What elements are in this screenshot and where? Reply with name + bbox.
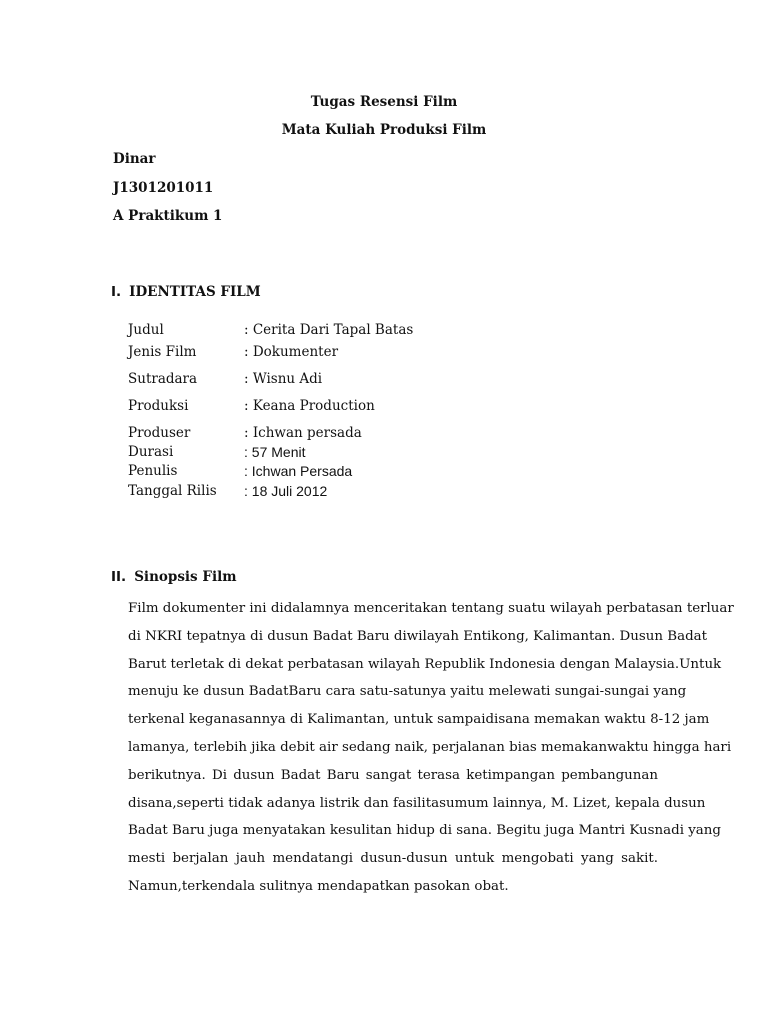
synopsis-line: disana,seperti tidak adanya listrik dan fasilitasumum lainnya, M. Lizet, kepala dusun: [128, 795, 706, 811]
section-2-title: Sinopsis Film: [134, 569, 237, 585]
student-class: A Praktikum 1: [113, 208, 223, 224]
synopsis-line: Namun,terkendala sulitnya mendapatkan pasokan obat.: [128, 878, 509, 894]
row-value-tanggal-rilis: : 18 Juli 2012: [244, 483, 328, 499]
row-value-judul: : Cerita Dari Tapal Batas: [244, 322, 414, 338]
synopsis-text: [128, 595, 734, 901]
document-title: Tugas Resensi Film: [310, 94, 458, 110]
synopsis-line: Film dokumenter ini didalamnya menceritakan tentang suatu wilayah perbatasan terluar: [128, 601, 734, 616]
row-value-produksi: : Keana Production: [244, 398, 375, 414]
section-2-number: II.: [111, 569, 127, 585]
row-label-tanggal-rilis: Tanggal Rilis: [128, 483, 217, 499]
document-subtitle: Mata Kuliah Produksi Film: [281, 122, 487, 138]
student-id: J1301201011: [113, 180, 214, 196]
section-1-number: I.: [111, 284, 122, 300]
row-value-jenis-film: : Dokumenter: [244, 344, 339, 360]
row-value-penulis: : Ichwan Persada: [244, 463, 353, 479]
synopsis-line: berikutnya. Di dusun Badat Baru sangat terasa ketimpangan pembangunan: [128, 767, 658, 783]
row-value-sutradara: : Wisnu Adi: [244, 371, 323, 387]
synopsis-line: menuju ke dusun BadatBaru cara satu-satunya yaitu melewati sungai-sungai yang: [128, 684, 687, 700]
synopsis-line: lamanya, terlebih jika debit air sedang naik, perjalanan bias memakanwaktu hingga hari: [128, 739, 732, 755]
synopsis-line: di NKRI tepatnya di dusun Badat Baru diwilayah Entikong, Kalimantan. Dusun Badat: [128, 628, 708, 644]
synopsis-line: Badat Baru juga menyatakan kesulitan hidup di sana. Begitu juga Mantri Kusnadi yang: [128, 823, 721, 839]
section-2-heading: [111, 568, 236, 586]
row-label-penulis: Penulis: [128, 463, 178, 479]
row-label-jenis-film: Jenis Film: [128, 344, 197, 360]
row-label-sutradara: Sutradara: [128, 371, 198, 387]
row-label-durasi: Durasi: [128, 444, 174, 460]
section-1-heading: [111, 283, 261, 301]
synopsis-line: mesti berjalan jauh mendatangi dusun-dusun untuk mengobati yang sakit.: [128, 851, 658, 867]
row-value-produser: : Ichwan persada: [244, 425, 362, 441]
section-1-title: IDENTITAS FILM: [129, 284, 261, 300]
row-label-judul: Judul: [128, 322, 164, 338]
synopsis-line: Barut terletak di dekat perbatasan wilayah Republik Indonesia dengan Malaysia.Untuk: [128, 656, 722, 672]
synopsis-line: terkenal keganasannya di Kalimantan, untuk sampaidisana memakan waktu 8-12 jam: [128, 712, 710, 728]
student-name: Dinar: [113, 151, 156, 167]
row-label-produser: Produser: [128, 425, 191, 441]
row-label-produksi: Produksi: [128, 398, 189, 414]
row-value-durasi: : 57 Menit: [244, 444, 306, 460]
